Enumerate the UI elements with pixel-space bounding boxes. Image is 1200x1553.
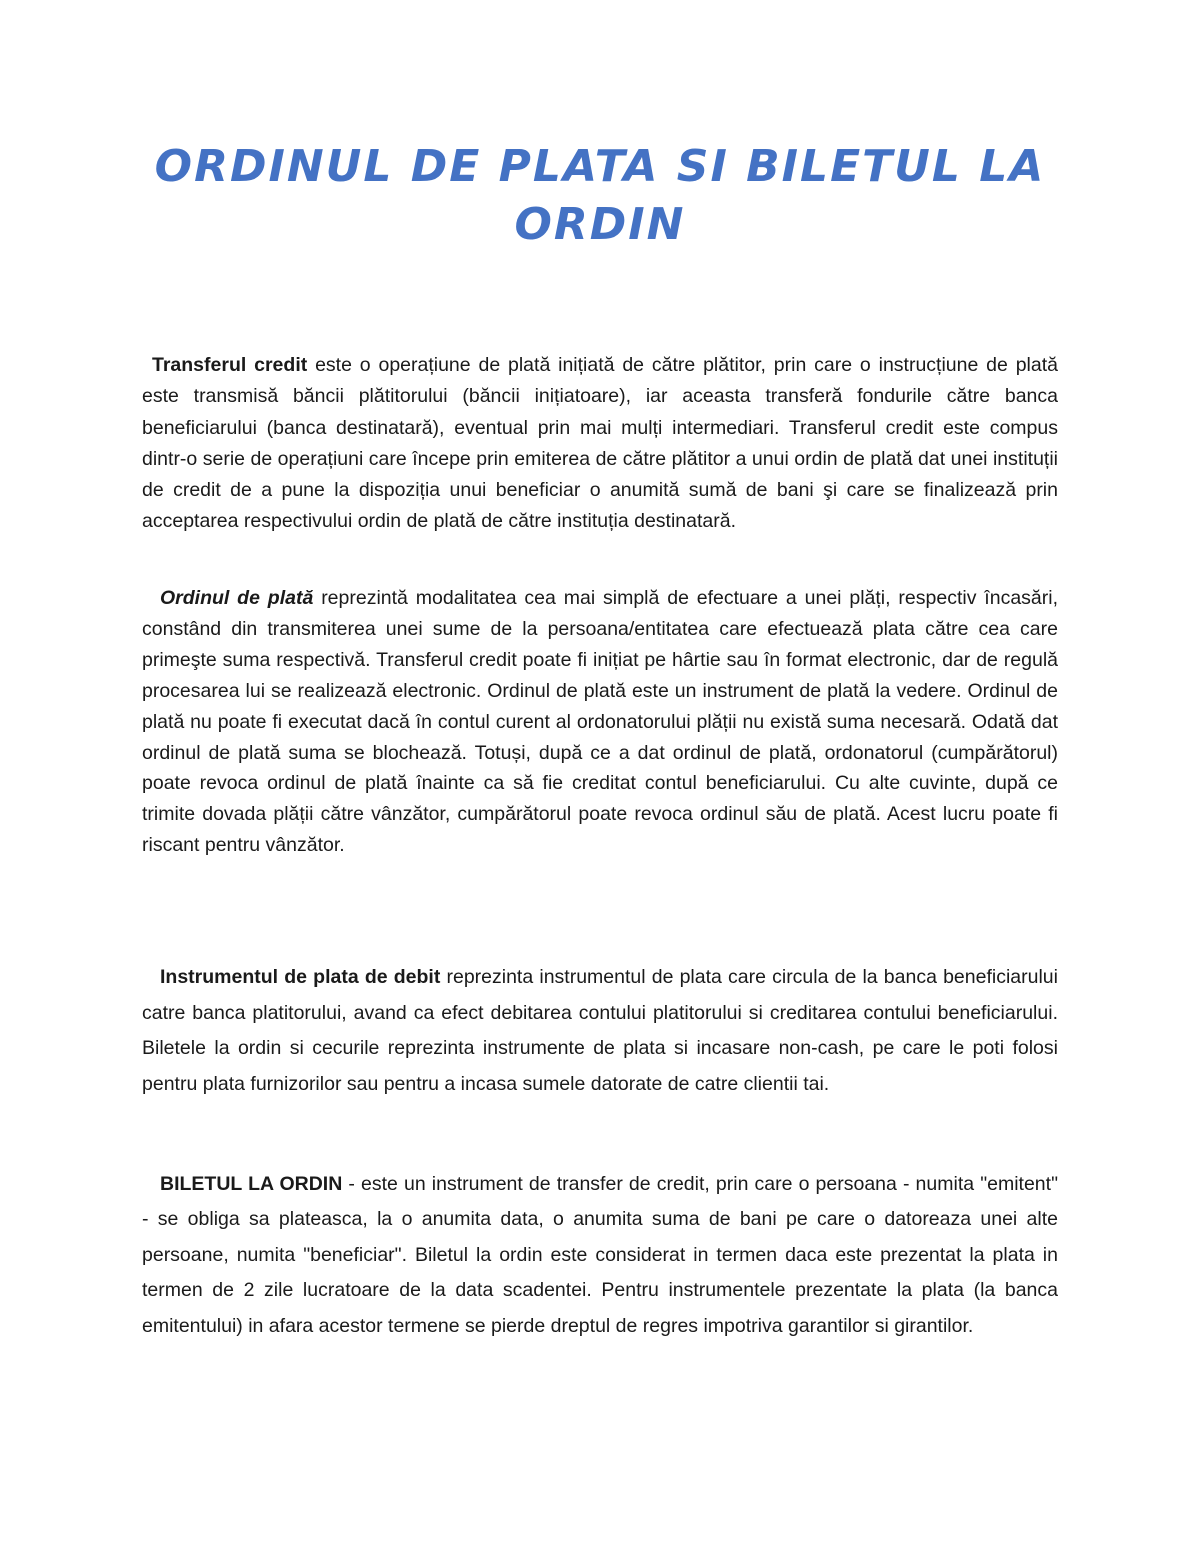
paragraph-lead-term: BILETUL LA ORDIN [160, 1173, 343, 1195]
paragraph-lead-term: Instrumentul de plata de debit [160, 966, 441, 988]
paragraph-body: este o operațiune de plată inițiată de către plătitor, prin care o instrucțiune de plată este transmisă băncii plătitorului (băncii inițiatoare), iar aceasta transferă fondurile către banca beneficiarului (banca destinatară), eventual prin mai mulți intermediari. Transferul credit este compus dintr-o serie de operațiuni care începe prin emiterea de către plătitor a unui ordin de plată dat unei instituții de credit de a pune la dispoziția unui beneficiar o anumită sumă de bani şi care se finalizează prin acceptarea respectivului ordin de plată de către instituția destinatară. [142, 354, 1058, 533]
paragraph-bilet-la-ordin [142, 1167, 1058, 1344]
paragraph-lead-term: Ordinul de plată [160, 587, 314, 609]
paragraph-transfer-credit [142, 350, 1058, 538]
paragraph-lead-term: Transferul credit [152, 354, 308, 376]
paragraph-instrument-debit [142, 960, 1058, 1102]
paragraph-ordin-de-plata [142, 583, 1058, 861]
paragraph-body: reprezinta instrumentul de plata care circula de la banca beneficiarului catre banca platitorului, avand ca efect debitarea contului platitorului si creditarea contului beneficiarului. Biletele la ordin si cecurile reprezinta instrumente de plata si incasare non-cash, pe care le poti folosi pentru plata furnizorilor sau pentru a incasa sumele datorate de catre clientii tai. [142, 966, 1058, 1095]
paragraph-body: reprezintă modalitatea cea mai simplă de efectuare a unei plăți, respectiv încasări, constând din transmiterea unei sume de la persoana/entitatea care efectuează plata către cea care primeşte suma respectivă. Transferul credit poate fi inițiat pe hârtie sau în format electronic, dar de regulă procesarea lui se realizează electronic. Ordinul de plată este un instrument de plată la vedere. Ordinul de plată nu poate fi executat dacă în contul curent al ordonatorului plății nu există suma necesară. Odată dat ordinul de plată suma se blochează. Totuși, după ce a dat ordinul de plată, ordonatorul (cumpărătorul) poate revoca ordinul de plată înainte ca să fie creditat contul beneficiarului. Cu alte cuvinte, după ce trimite dovada plății către vânzător, cumpărătorul poate revoca ordinul său de plată. Acest lucru poate fi riscant pentru vânzător. [142, 587, 1058, 857]
document-title: ORDINUL DE PLATA SI BILETUL LA ORDIN [154, 141, 1046, 250]
paragraph-body: - este un instrument de transfer de credit, prin care o persoana - numita "emitent" - se obliga sa plateasca, la o anumita data, o anumita suma de bani pe care o datoreaza unei alte persoane, numita "beneficiar". Biletul la ordin este considerat in termen daca este prezentat la plata in termen de 2 zile lucratoare de la data scadentei. Pentru instrumentele prezentate la plata (la banca emitentului) in afara acestor termene se pierde dreptul de regres impotriva garantilor si girantilor. [142, 1173, 1058, 1337]
